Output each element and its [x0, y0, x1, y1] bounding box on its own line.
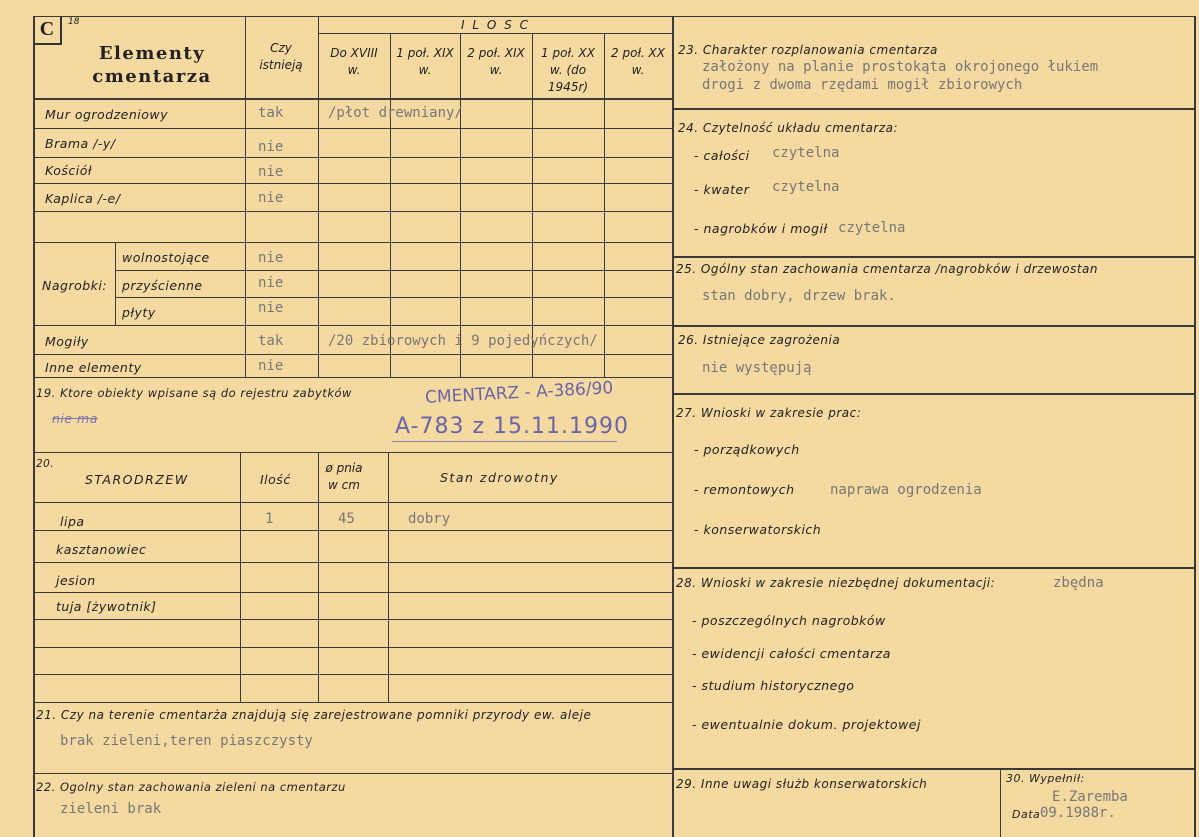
row-exists-brama: nie [258, 139, 284, 155]
s19-struck: nie ma [52, 411, 98, 426]
s20-tree-3: tuja [żywotnik] [56, 599, 157, 614]
s20-col-health: Stan zdrowotny [440, 470, 559, 485]
row-label-kaplica: Kaplica /-e/ [45, 191, 121, 206]
row-label-kosciol: Kościół [45, 163, 92, 178]
s26-label: 26. Istniejące zagrożenia [678, 333, 841, 347]
s29-label: 29. Inne uwagi służb konserwatorskich [676, 777, 928, 791]
card-code-sup: 18 [68, 17, 80, 27]
s27-item-0-label: - porządkowych [694, 442, 800, 457]
s25-label: 25. Ogólny stan zachowania cmentarza /nagrobków i drzewostan [676, 262, 1098, 276]
period-header-2: 2 poł. XIX w. [467, 46, 525, 77]
s24-item-0-value: czytelna [772, 145, 840, 161]
s28-label: 28. Wnioski w zakresie niezbędnej dokumentacji: [676, 576, 996, 590]
nagrobki-exists-przys: nie [258, 275, 284, 291]
row-label-inne: Inne elementy [45, 360, 142, 375]
row-exists-mur: tak [258, 105, 284, 121]
period-header-3: 1 poł. XX w. (do 1945r) [541, 46, 595, 94]
s24-item-2-label: - nagrobków i mogił [694, 221, 828, 236]
s20-tree-0: lipa [60, 514, 85, 529]
s22-label: 22. Ogolny stan zachowania zieleni na cmentarzu [36, 780, 346, 794]
s22-value: zieleni brak [60, 801, 162, 817]
s23-value-2: drogi z dwoma rzędami mogił zbiorowych [702, 77, 1023, 93]
s30-date: 09.1988r. [1040, 805, 1116, 821]
s21-label: 21. Czy na terenie cmentarża znajdują się zarejestrowane pomniki przyrody ew. aleje [36, 708, 592, 722]
row-label-brama: Brama /-y/ [45, 136, 116, 151]
s24-item-1-label: - kwater [694, 182, 750, 197]
row-label-mogily: Mogiły [45, 334, 89, 349]
card-code: C [39, 18, 55, 40]
card-title [62, 42, 242, 88]
s28-item-0: - poszczególnych nagrobków [692, 613, 886, 628]
s28-value: zbędna [1053, 575, 1104, 591]
s20-tree-2: jesion [56, 573, 96, 588]
ilosc-header: I L O S C [461, 18, 530, 32]
s23-value-1: założony na planie prostokąta okrojonego łukiem [702, 59, 1099, 75]
nagrobki-label-przys: przyścienne [122, 278, 203, 293]
period-header-1: 1 poł. XIX w. [396, 46, 454, 77]
row-note-mur: /płot drewniany/ [328, 105, 463, 121]
s27-item-2-label: - konserwatorskich [694, 522, 822, 537]
col-exists-header: Czy istnieją [259, 41, 303, 72]
s20-num: 20. [36, 458, 55, 470]
nagrobki-exists-wolno: nie [258, 250, 284, 266]
s28-item-1: - ewidencji całości cmentarza [692, 646, 891, 661]
s20-count-0: 1 [265, 511, 274, 527]
nagrobki-label-wolno: wolnostojące [122, 250, 210, 265]
s19-label: 19. Ktore obiekty wpisane są do rejestru zabytków [36, 386, 352, 400]
s27-item-1-label: - remontowych [694, 482, 795, 497]
s20-tree-1: kasztanowiec [56, 542, 147, 557]
row-exists-inne: nie [258, 358, 284, 374]
s25-value: stan dobry, drzew brak. [702, 288, 896, 304]
s24-item-0-label: - całości [694, 148, 750, 163]
s24-item-2-value: czytelna [838, 220, 906, 236]
row-note-mogily: /20 zbiorowych i 9 pojedyńczych/ [328, 333, 598, 349]
nagrobki-label: Nagrobki: [42, 278, 108, 293]
card-title-line2: cmentarza [92, 66, 212, 87]
s23-label: 23. Charakter rozplanowania cmentarza [678, 43, 938, 57]
s27-item-1-value: naprawa ogrodzenia [830, 482, 982, 498]
s30-label: 30. Wypełnił: [1006, 772, 1085, 785]
row-exists-mogily: tak [258, 333, 284, 349]
row-exists-kaplica: nie [258, 190, 284, 206]
s20-col-count: Ilość [260, 472, 291, 487]
period-header-0: Do XVIII w. [330, 46, 378, 77]
period-header-4: 2 poł. XX w. [611, 46, 665, 77]
s30-name: E.Zaremba [1052, 789, 1128, 805]
s20-diam-0: 45 [338, 511, 355, 527]
s26-value: nie występują [702, 360, 812, 376]
s20-col-tree: STARODRZEW [85, 472, 189, 487]
s19-underline [392, 441, 617, 442]
s28-item-3: - ewentualnie dokum. projektowej [692, 717, 921, 732]
s21-value: brak zieleni,teren piaszczysty [60, 733, 313, 749]
s30-date-label: Data [1012, 808, 1041, 821]
card-code-box [34, 17, 62, 45]
nagrobki-label-plyty: płyty [122, 305, 156, 320]
row-label-mur: Mur ogrodzeniowy [45, 107, 169, 122]
s20-col-diam: ø pnia w cm [325, 461, 363, 492]
s24-label: 24. Czytelność układu cmentarza: [678, 121, 899, 135]
s24-item-1-value: czytelna [772, 179, 840, 195]
nagrobki-exists-plyty: nie [258, 300, 284, 316]
s27-label: 27. Wnioski w zakresie prac: [676, 406, 862, 420]
card-title-line1: Elementy [98, 43, 206, 64]
row-exists-kosciol: nie [258, 164, 284, 180]
s28-item-2: - studium historycznego [692, 678, 855, 693]
s19-handwritten-1: CMENTARZ - A-386/90 [424, 378, 614, 408]
s20-health-0: dobry [408, 511, 451, 527]
s19-handwritten-2: A-783 z 15.11.1990 [395, 414, 629, 439]
